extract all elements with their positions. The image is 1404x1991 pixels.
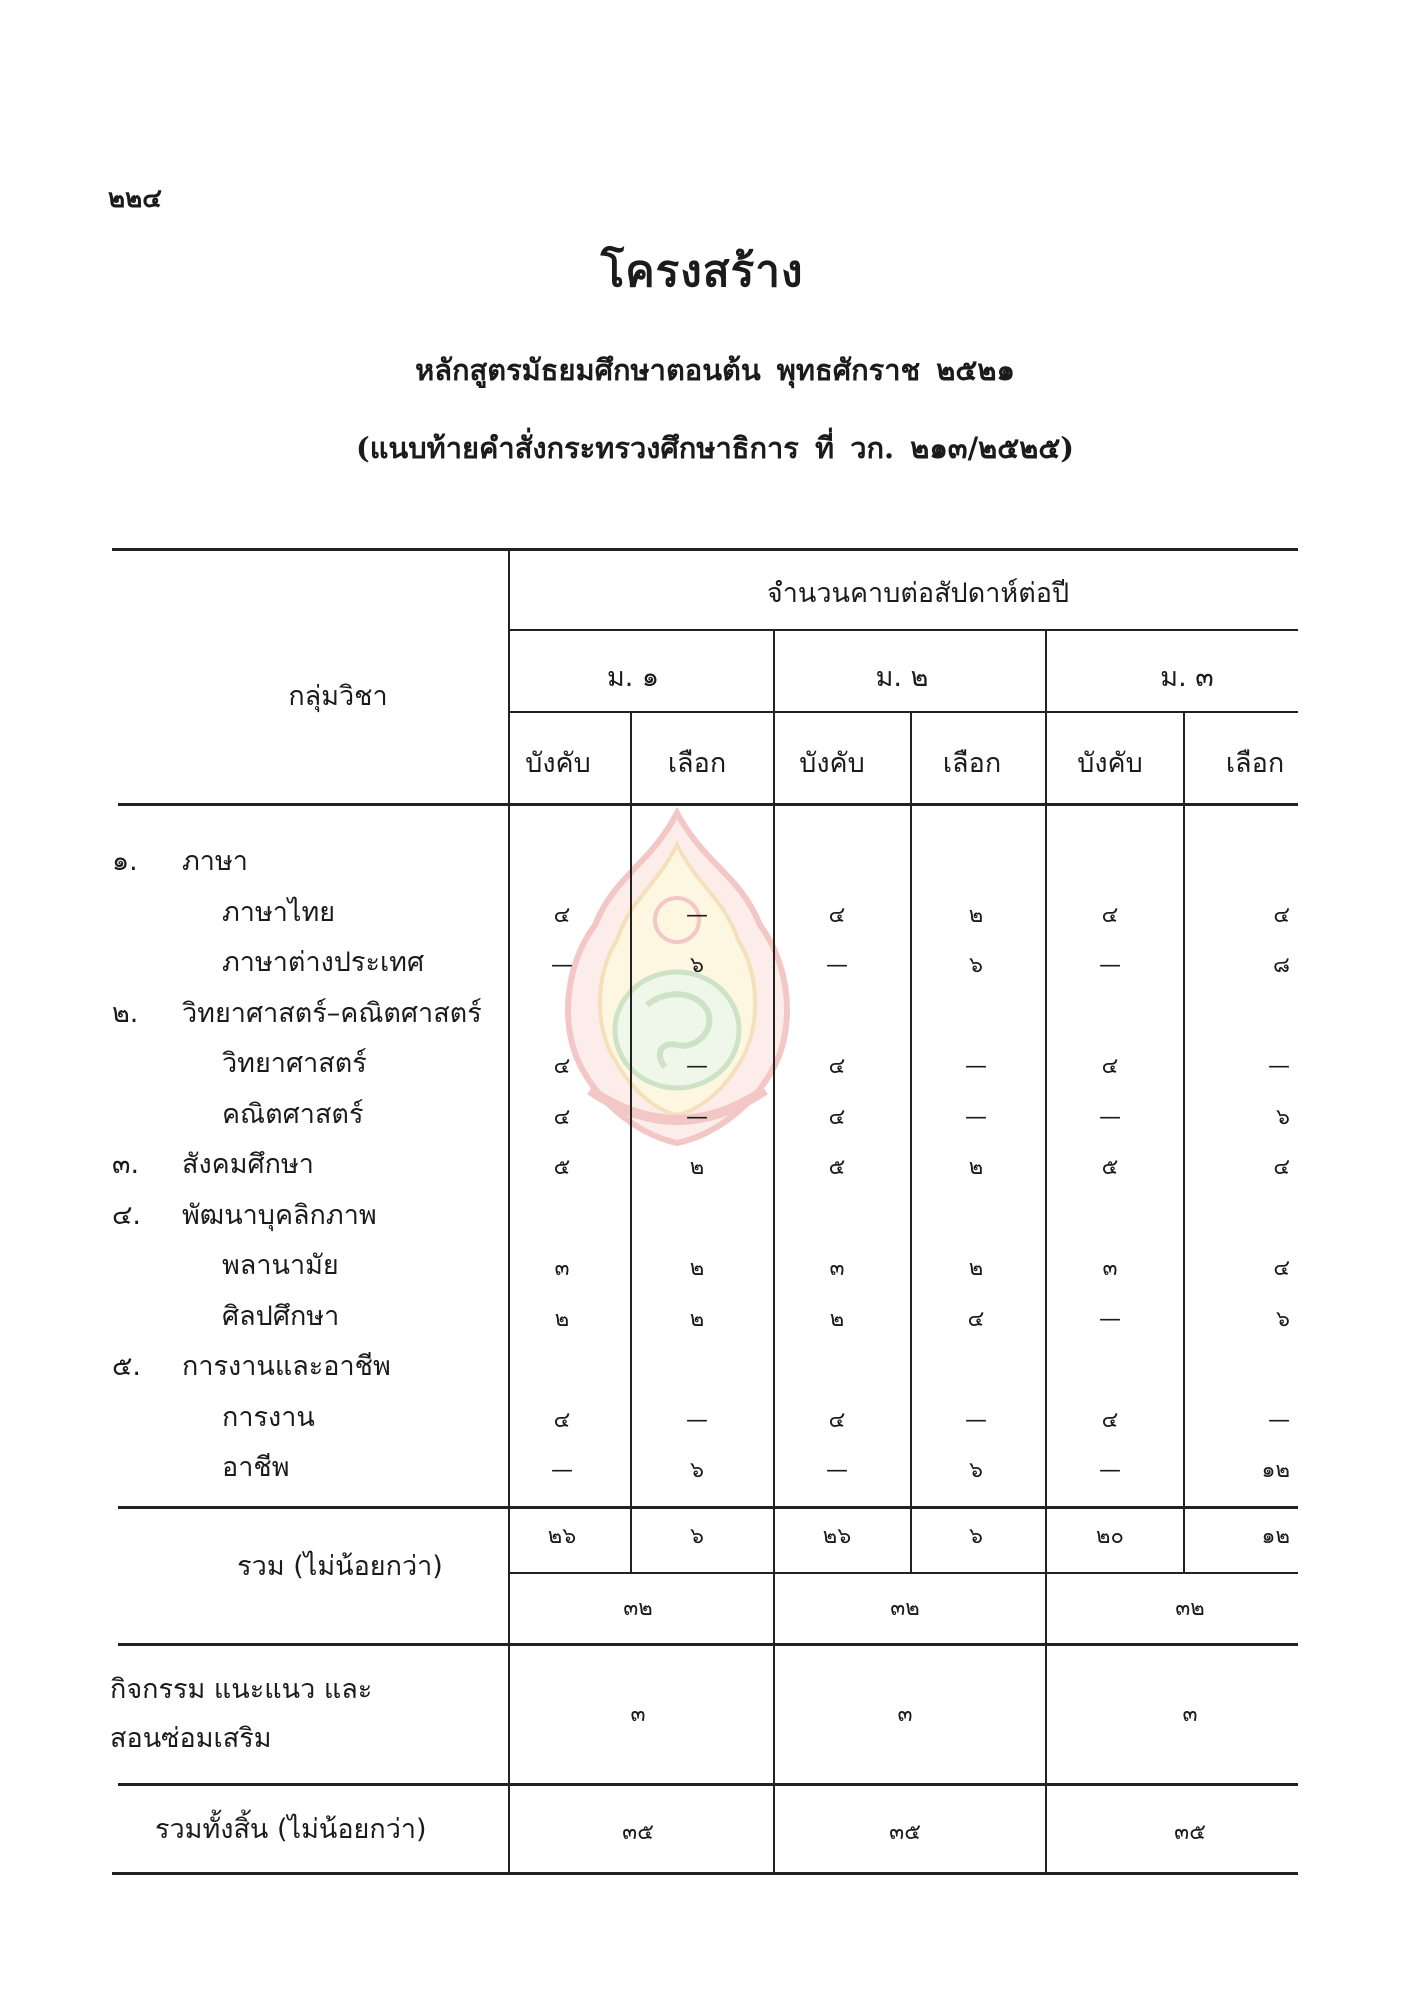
period-value: —	[686, 1104, 708, 1130]
total-mid-rule	[508, 1572, 1298, 1574]
period-value: ๔	[1273, 902, 1290, 928]
subject-group-label: พัฒนาบุคลิกภาพ	[182, 1199, 377, 1231]
page-title: โครงสร้าง	[600, 246, 804, 297]
period-value: ๔	[1273, 1256, 1290, 1281]
grand-total-value: ๓๕	[1174, 1820, 1206, 1845]
option-divider-1	[630, 711, 632, 1572]
page-number: ๒๒๔	[108, 184, 162, 214]
period-value: ๘	[1273, 953, 1290, 978]
period-value: ๔	[967, 1306, 985, 1332]
page-subtitle-reference: (แนบท้ายคำสั่งกระทรวงศึกษาธิการ ที่ วก. ๒๑๓/๒๕๒๕)	[355, 431, 1075, 465]
grade-1-header: ม. ๑	[606, 662, 660, 693]
grade-3-compulsory-header: บังคับ	[1077, 748, 1143, 779]
period-value: —	[551, 953, 573, 978]
row-number: ๓.	[112, 1149, 140, 1180]
grade-2-header: ม. ๒	[875, 662, 929, 693]
period-value: —	[1268, 1407, 1290, 1433]
subject-group-label: สังคมศึกษา	[182, 1149, 314, 1180]
period-value: —	[1268, 1054, 1290, 1079]
grand-total-label: รวมทั้งสิ้น (ไม่น้อยกว่า)	[155, 1814, 427, 1845]
period-value: ๔	[828, 902, 846, 928]
period-value: ๒	[968, 902, 984, 928]
period-value: ๓	[829, 1256, 845, 1281]
period-value: —	[1099, 1306, 1121, 1332]
periods-header-rule	[508, 629, 1298, 631]
period-value: ๔	[1101, 1054, 1119, 1079]
period-value: ๓	[1102, 1256, 1118, 1281]
activity-label-line-2: สอนซ่อมเสริม	[110, 1723, 272, 1754]
table-bottom-rule	[112, 1872, 1298, 1875]
grade-total-value: ๓๒	[890, 1596, 920, 1621]
period-value: ๕	[828, 1155, 846, 1180]
period-value: ๒	[829, 1306, 845, 1332]
subject-label: การงาน	[222, 1401, 315, 1433]
row-number: ๒.	[112, 997, 139, 1029]
period-value: —	[1099, 1104, 1121, 1130]
periods-per-week-header: จำนวนคาบต่อสัปดาห์ต่อปี	[766, 578, 1070, 609]
subject-group-label: ภาษา	[182, 846, 248, 877]
period-value: ๖	[1276, 1306, 1290, 1332]
grade-1-compulsory-header: บังคับ	[525, 748, 591, 779]
grand-total-value: ๓๕	[622, 1820, 654, 1845]
period-value: ๔	[553, 902, 571, 928]
period-value: —	[965, 1104, 987, 1130]
grade-divider-1	[773, 629, 775, 1872]
period-value: ๒	[689, 1155, 705, 1180]
period-value: —	[686, 1407, 708, 1433]
total-value: ๖	[969, 1524, 983, 1549]
grade-3-elective-header: เลือก	[1225, 748, 1285, 779]
total-value: ๒๖	[547, 1524, 577, 1549]
period-value: ๔	[828, 1054, 846, 1079]
period-value: ๓	[554, 1256, 570, 1281]
grade-2-elective-header: เลือก	[942, 748, 1002, 779]
grade-total-value: ๓๒	[623, 1596, 653, 1621]
subject-group-header: กลุ่มวิชา	[288, 681, 388, 712]
period-value: —	[1099, 953, 1121, 978]
period-value: ๖	[690, 1458, 704, 1483]
option-divider-3	[1183, 711, 1185, 1572]
period-value: ๒	[968, 1256, 984, 1281]
period-value: ๔	[553, 1054, 571, 1079]
grade-3-header: ม. ๓	[1160, 662, 1214, 693]
period-value: ๔	[1101, 902, 1119, 928]
row-number: ๕.	[112, 1351, 142, 1382]
period-value: ๔	[553, 1104, 571, 1130]
subject-label: ศิลปศึกษา	[222, 1300, 340, 1332]
period-value: ๔	[553, 1407, 571, 1433]
period-value: —	[1099, 1458, 1121, 1483]
period-value: —	[686, 902, 708, 928]
row-number: ๔.	[112, 1199, 142, 1231]
period-value: ๔	[1101, 1407, 1119, 1433]
subject-label: อาชีพ	[222, 1452, 290, 1483]
grand-total-value: ๓๕	[889, 1820, 921, 1845]
activity-value: ๓	[897, 1702, 913, 1727]
period-value: ๖	[1276, 1104, 1290, 1130]
row-number: ๑.	[112, 846, 138, 877]
option-divider-2	[910, 711, 912, 1572]
grade-header-rule	[508, 711, 1298, 713]
period-value: ๔	[828, 1104, 846, 1130]
total-value: ๒๖	[822, 1524, 852, 1549]
period-value: ๒	[554, 1306, 570, 1332]
period-value: ๕	[1101, 1155, 1119, 1180]
subject-label: คณิตศาสตร์	[222, 1098, 364, 1130]
period-value: —	[965, 1054, 987, 1079]
period-value: ๑๒	[1261, 1458, 1290, 1483]
subject-label: วิทยาศาสตร์	[222, 1048, 367, 1079]
grade-total-value: ๓๒	[1175, 1596, 1205, 1621]
table-top-rule	[112, 548, 1298, 551]
grade-1-elective-header: เลือก	[667, 748, 727, 779]
grand-top-rule	[118, 1783, 1298, 1786]
period-value: —	[551, 1458, 573, 1483]
page-subtitle: หลักสูตรมัธยมศึกษาตอนต้น พุทธศักราช ๒๕๒๑	[415, 353, 1015, 387]
activity-label-line-1: กิจกรรม แนะแนว และ	[110, 1674, 373, 1705]
activity-value: ๓	[1182, 1702, 1198, 1727]
activity-value: ๓	[630, 1702, 646, 1727]
grade-2-compulsory-header: บังคับ	[799, 748, 865, 779]
activity-top-rule	[118, 1643, 1298, 1646]
total-label: รวม (ไม่น้อยกว่า)	[237, 1551, 443, 1582]
total-value: ๖	[690, 1524, 704, 1549]
subject-column-divider	[508, 548, 510, 1872]
subject-label: ภาษาต่างประเทศ	[222, 947, 425, 978]
total-value: ๑๒	[1261, 1524, 1290, 1549]
period-value: ๖	[969, 953, 983, 978]
total-top-rule	[118, 1506, 1298, 1509]
period-value: —	[686, 1054, 708, 1079]
period-value: ๒	[689, 1306, 705, 1332]
period-value: —	[826, 953, 848, 978]
period-value: —	[826, 1458, 848, 1483]
grade-divider-2	[1045, 629, 1047, 1872]
period-value: ๕	[553, 1155, 571, 1180]
period-value: ๖	[690, 953, 704, 978]
total-value: ๒๐	[1096, 1524, 1124, 1549]
period-value: ๒	[689, 1256, 705, 1281]
header-bottom-rule	[118, 803, 1298, 806]
subject-label: พลานามัย	[222, 1250, 339, 1281]
period-value: ๖	[969, 1458, 983, 1483]
period-value: ๒	[968, 1155, 984, 1180]
subject-label: ภาษาไทย	[222, 896, 336, 928]
subject-group-label: การงานและอาชีพ	[182, 1351, 391, 1382]
period-value: ๔	[828, 1407, 846, 1433]
period-value: —	[965, 1407, 987, 1433]
period-value: ๔	[1273, 1155, 1290, 1180]
ministry-seal-watermark-icon	[555, 805, 800, 1150]
subject-group-label: วิทยาศาสตร์–คณิตศาสตร์	[182, 997, 482, 1029]
